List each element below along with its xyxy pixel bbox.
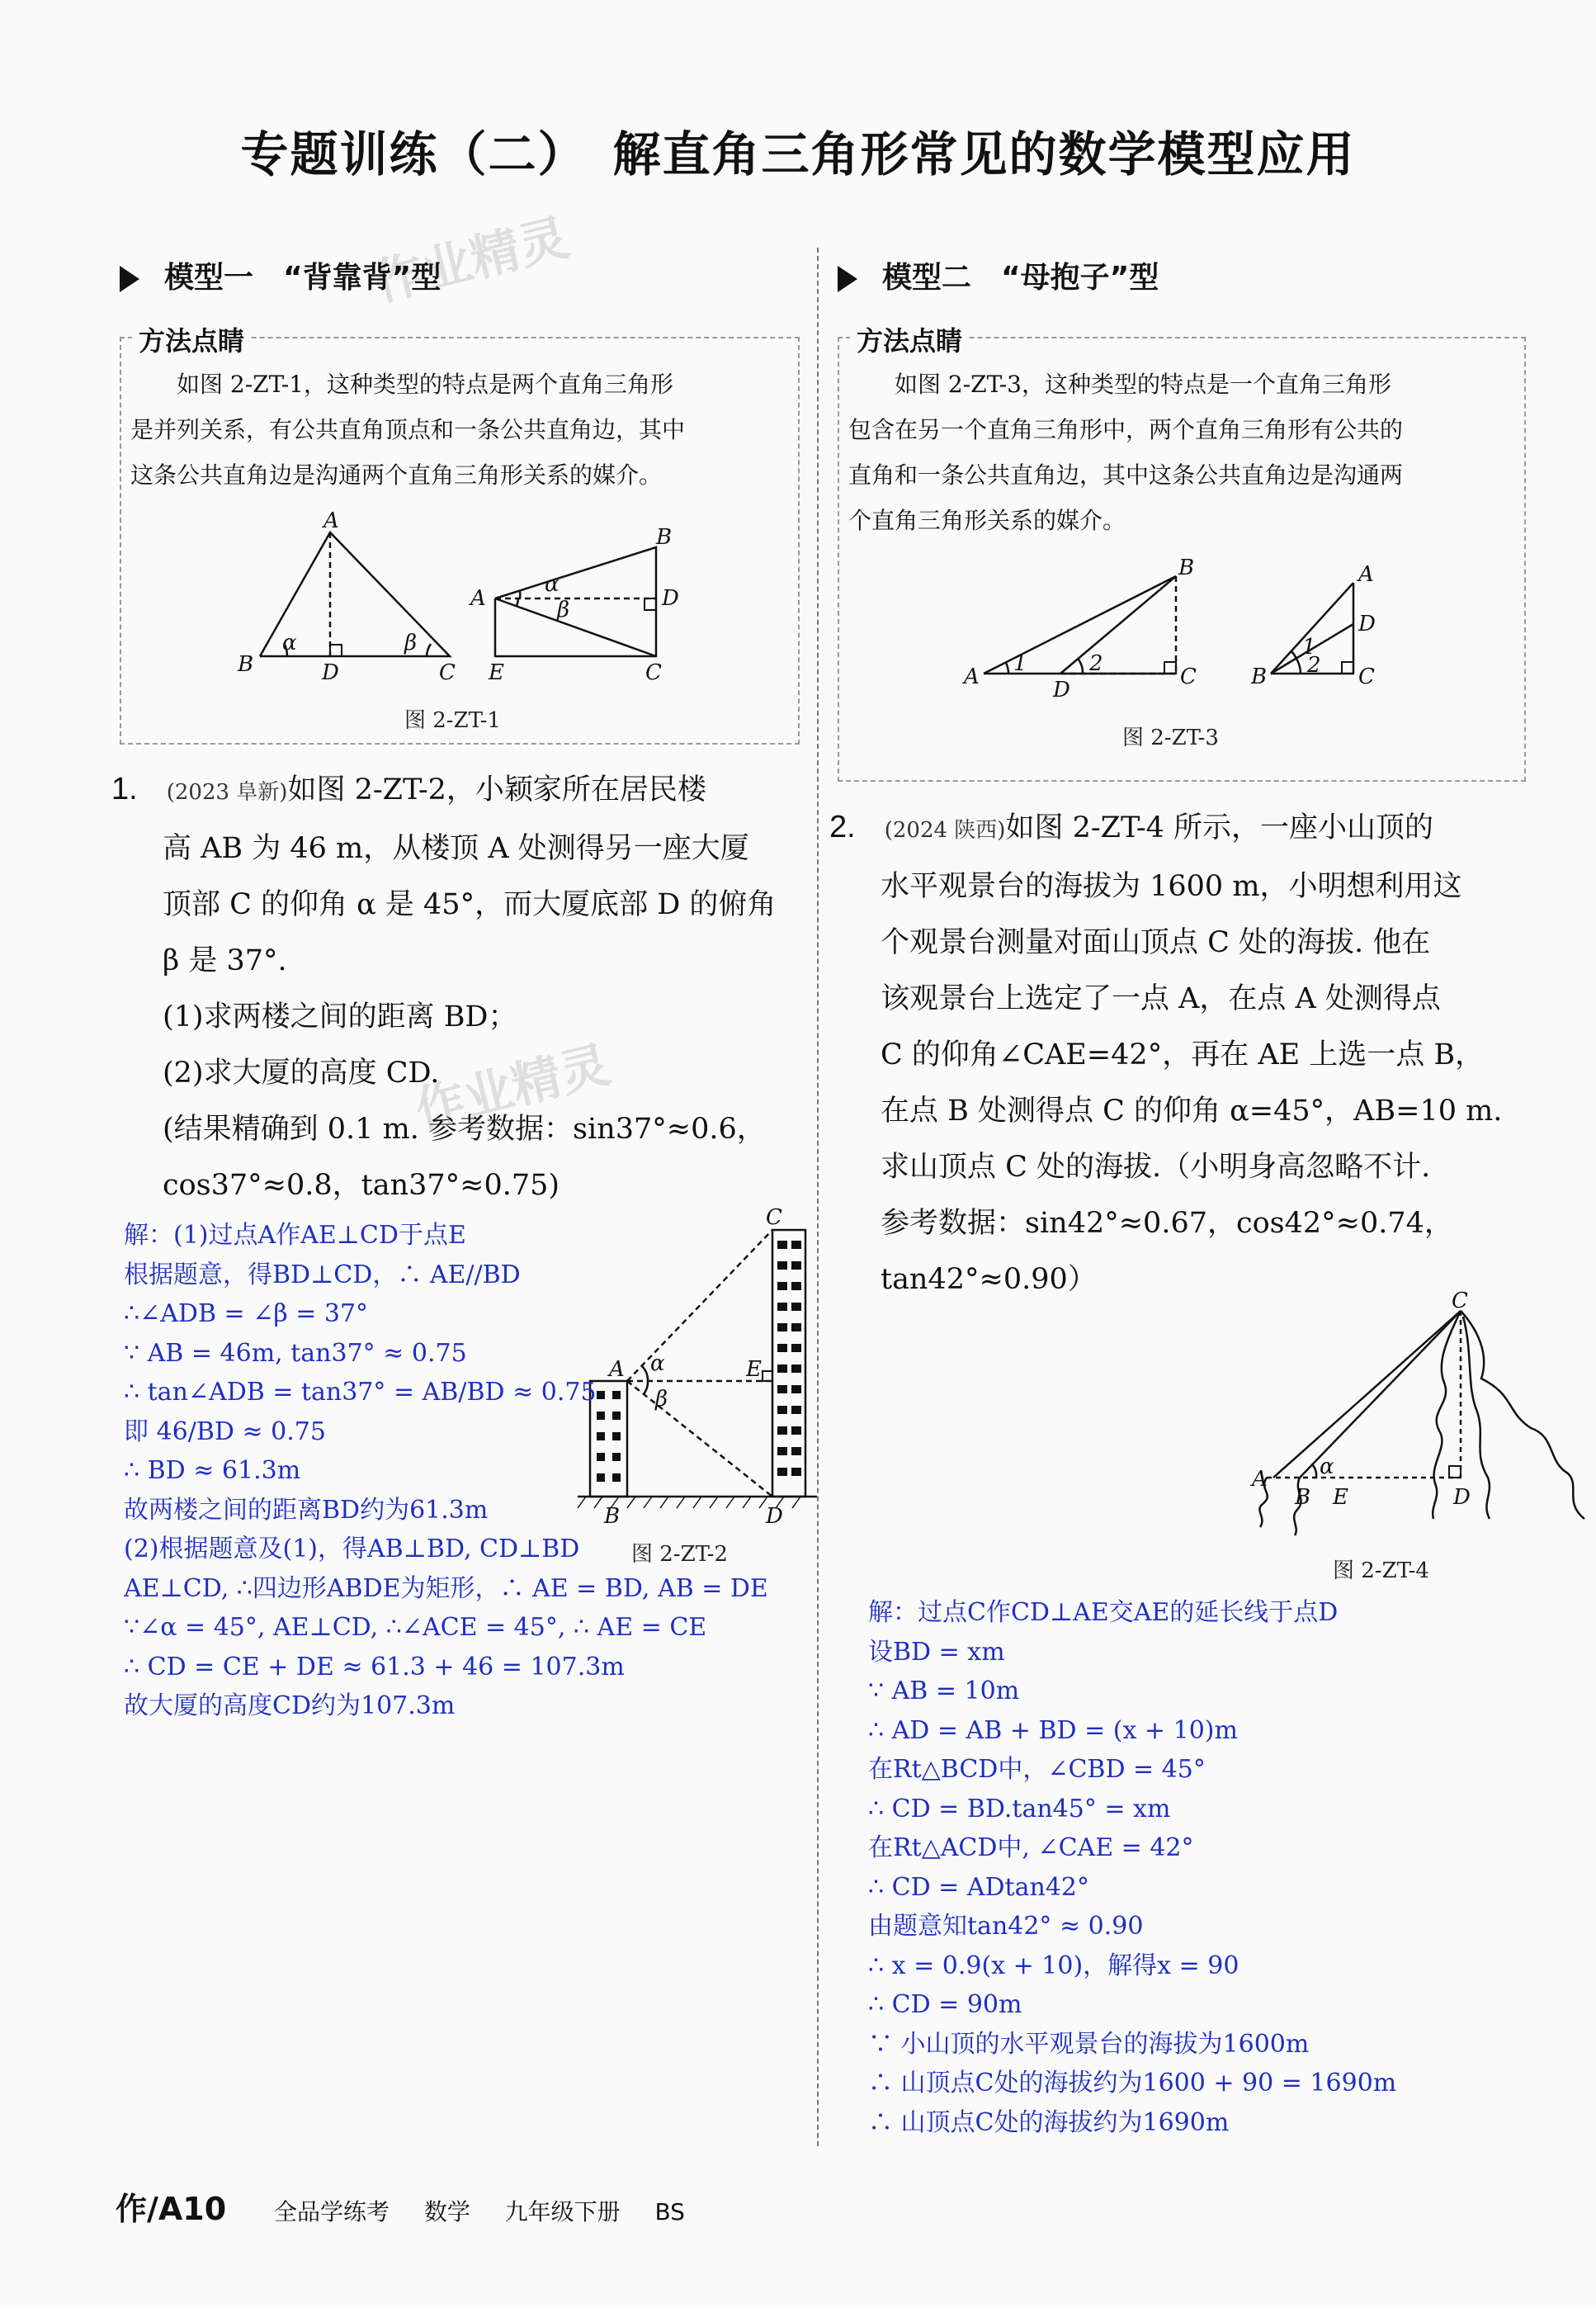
figure2-caption: 图 2-ZT-2 — [631, 1542, 728, 1567]
label-beta: β — [404, 631, 418, 655]
label-c2: C — [1358, 664, 1375, 689]
problem-line: cos37°≈0.8，tan37°≈0.75) — [163, 1169, 560, 1202]
figure-2zt3 — [957, 551, 1419, 708]
solution-line: ∴ tan∠ADB = tan37° = AB/BD ≈ 0.75 — [124, 1378, 597, 1407]
page-title: 专题训练（二） 解直角三角形常见的数学模型应用 — [240, 126, 1356, 182]
solution-line: ∴ CD = BD.tan45° = xm — [868, 1794, 1171, 1823]
label-c2: C — [645, 660, 662, 685]
solution-line: ∴∠ADB = ∠β = 37° — [124, 1299, 369, 1328]
method-text-left — [130, 362, 791, 498]
column-divider — [817, 248, 819, 2146]
problem-line: 水平观景台的海拔为 1600 m，小明想利用这 — [881, 870, 1462, 903]
solution-line: 即 46/BD ≈ 0.75 — [124, 1416, 326, 1446]
line-bc — [1300, 1311, 1461, 1478]
label-d2: D — [1358, 612, 1376, 636]
solution-line: 在Rt△ACD中, ∠CAE = 42° — [868, 1833, 1194, 1862]
solution-line: (2)根据题意及(1)，得AB⊥BD, CD⊥BD — [124, 1535, 580, 1563]
problem-line: 如图 2-ZT-2，小颖家所在居民楼 — [287, 773, 706, 806]
label-b2: B — [656, 525, 673, 550]
beta-arc — [517, 598, 518, 606]
angle-1-arc — [1291, 651, 1296, 659]
subject: 数学 — [423, 2198, 470, 2225]
label-c: C — [1452, 1289, 1468, 1313]
solution-line: ∵ 小山顶的水平观景台的海拔为1600m — [868, 2029, 1310, 2059]
label-1: 1 — [1013, 651, 1027, 676]
figure3-caption: 图 2-ZT-3 — [1122, 726, 1219, 750]
label-a: A — [964, 664, 980, 689]
model-two-heading: 模型二 “母抱子”型 — [838, 254, 1159, 296]
label-b: B — [238, 652, 254, 677]
label-a: A — [1252, 1467, 1268, 1492]
line-ac — [495, 598, 656, 656]
label-d: D — [322, 660, 339, 685]
label-beta2: β — [557, 598, 570, 622]
method-line: 如图 2-ZT-1，这种类型的特点是两个直角三角形 — [130, 371, 673, 398]
model-one-heading: 模型一 “背靠背”型 — [120, 254, 441, 296]
label-2: 2 — [1089, 651, 1103, 676]
solution-line: 解：过点C作CD⊥AE交AE的延长线于点D — [868, 1598, 1339, 1627]
solution-line: ∴ CD = ADtan42° — [868, 1872, 1089, 1902]
angle-2-arc — [1079, 660, 1083, 674]
problem-line: 参考数据：sin42°≈0.67，cos42°≈0.74， — [881, 1207, 1453, 1240]
problem-line: 如图 2-ZT-4 所示，一座小山顶的 — [1005, 811, 1434, 844]
line-ac — [1273, 1311, 1461, 1478]
solution-line: ∵ AB = 10m — [868, 1677, 1020, 1705]
label-c: C — [439, 660, 456, 685]
label-e2: E — [489, 660, 504, 685]
problem-line: 个观景台测量对面山顶点 C 处的海拔. 他在 — [881, 926, 1431, 959]
triangle-bullet-icon — [838, 266, 857, 292]
right-angle-mark — [1449, 1466, 1461, 1478]
problem-number: 2. — [829, 810, 856, 844]
problem-line: 求山顶点 C 处的海拔.（小明身高忽略不计. — [881, 1151, 1431, 1184]
solution-line: ∵∠α = 45°, AE⊥CD, ∴∠ACE = 45°, ∴ AE = CE — [124, 1613, 707, 1642]
tower-building — [772, 1230, 805, 1497]
problem-1 — [111, 761, 805, 1213]
label-a: A — [323, 508, 339, 533]
line-ab — [984, 576, 1176, 674]
method-line: 是并列关系，有公共直角顶点和一条公共直角边，其中 — [130, 416, 686, 443]
problem-line: (1)求两楼之间的距离 BD； — [163, 1000, 517, 1033]
solution-1 — [124, 1216, 768, 1726]
problem-line: (结果精确到 0.1 m. 参考数据：sin37°≈0.6， — [163, 1113, 766, 1146]
label-1b: 1 — [1302, 635, 1316, 660]
solution-line: AE⊥CD, ∴四边形ABDE为矩形，∴ AE = BD, AB = DE — [124, 1573, 768, 1603]
label-alpha: α — [650, 1351, 665, 1376]
label-alpha2: α — [545, 572, 560, 597]
problem-line: 在点 B 处测得点 C 的仰角 α=45°，AB=10 m. — [881, 1095, 1503, 1128]
label-b: B — [1178, 556, 1195, 580]
problem-line: 顶部 C 的仰角 α 是 45°，而大厦底部 D 的俯角 — [163, 888, 777, 921]
angle-2-arc — [1296, 659, 1301, 674]
figure-2zt1 — [223, 508, 685, 698]
label-e: E — [746, 1357, 762, 1382]
triangle-bd — [495, 547, 656, 656]
label-b: B — [604, 1504, 621, 1529]
label-d: D — [1053, 678, 1070, 702]
solution-line: 由题意知tan42° ≈ 0.90 — [868, 1912, 1144, 1941]
solution-line: 故大厦的高度CD约为107.3m — [124, 1691, 456, 1720]
solution-line: 根据题意，得BD⊥CD，∴ AE//BD — [124, 1260, 521, 1289]
problem-source: (2023 阜新) — [166, 780, 288, 805]
problem-number: 1. — [111, 772, 138, 806]
solution-line: ∴ BD ≈ 61.3m — [124, 1456, 301, 1485]
right-angle-mark — [645, 598, 656, 610]
watermark: 作业精灵 — [368, 208, 575, 313]
method-line: 直角和一条公共直角边，其中这条公共直角边是沟通两 — [848, 461, 1404, 489]
label-b2: B — [1251, 664, 1268, 689]
method-label: 方法点睛 — [850, 320, 969, 358]
label-b: B — [1295, 1485, 1311, 1510]
figure4-caption: 图 2-ZT-4 — [1333, 1558, 1429, 1583]
method-text-right — [848, 362, 1517, 543]
method-line: 如图 2-ZT-3，这种类型的特点是一个直角三角形 — [848, 371, 1391, 398]
label-a2: A — [1358, 562, 1374, 587]
edition: BS — [654, 2198, 685, 2225]
solution-line: ∴ CD = CE + DE ≈ 61.3 + 46 = 107.3m — [124, 1652, 625, 1681]
solution-line: ∴ 山顶点C处的海拔约为1690m — [868, 2107, 1230, 2137]
figure1-caption: 图 2-ZT-1 — [404, 708, 501, 733]
problem-source: (2024 陕西) — [884, 818, 1006, 843]
alpha-arc — [1313, 1465, 1316, 1478]
beta-arc — [427, 644, 431, 656]
problem-line: C 的仰角∠CAE=42°，再在 AE 上选一点 B， — [881, 1038, 1485, 1071]
angle-1-arc — [1006, 663, 1008, 674]
label-e: E — [1333, 1485, 1348, 1510]
right-angle-mark — [1164, 662, 1176, 674]
book-name: 全品学练考 — [273, 2198, 390, 2225]
label-2b: 2 — [1307, 653, 1321, 678]
label-beta: β — [655, 1387, 668, 1412]
figure-2zt4 — [1242, 1288, 1589, 1568]
solution-line: ∴ x = 0.9(x + 10)，解得x = 90 — [868, 1951, 1239, 1980]
method-line: 个直角三角形关系的媒介。 — [848, 507, 1126, 534]
label-c: C — [1180, 664, 1197, 689]
label-alpha: α — [1320, 1454, 1334, 1479]
label-a2: A — [470, 586, 486, 611]
triangle-bullet-icon — [120, 266, 139, 292]
solution-2 — [868, 1593, 1396, 2142]
grade: 九年级下册 — [504, 2198, 621, 2225]
label-d2: D — [662, 586, 679, 611]
solution-line: 在Rt△BCD中，∠CBD = 45° — [868, 1755, 1206, 1784]
method-label: 方法点睛 — [132, 320, 251, 358]
solution-line: ∴ 山顶点C处的海拔约为1600 + 90 = 1690m — [868, 2069, 1397, 2098]
label-alpha: α — [282, 631, 297, 655]
watermark: 作业精灵 — [409, 1035, 616, 1140]
solution-line: ∴ CD = 90m — [868, 1990, 1022, 2019]
label-a: A — [609, 1357, 625, 1382]
mountain-right-edge — [1461, 1311, 1584, 1519]
problem-line: (2)求大厦的高度 CD. — [163, 1057, 440, 1090]
method-line: 包含在另一个直角三角形中，两个直角三角形有公共的 — [848, 416, 1404, 443]
solution-line: 故两楼之间的距离BD约为61.3m — [124, 1495, 489, 1525]
problem-line: β 是 37°. — [163, 944, 287, 977]
right-angle-mark — [1342, 662, 1353, 674]
method-line: 这条公共直角边是沟通两个直角三角形关系的媒介。 — [130, 461, 663, 489]
solution-line: ∴ AD = AB + BD = (x + 10)m — [868, 1715, 1238, 1745]
problem-2 — [829, 799, 1531, 1308]
problem-line: 该观景台上选定了一点 A，在点 A 处测得点 — [881, 982, 1441, 1015]
solution-line: 设BD = xm — [868, 1637, 1005, 1667]
page-footer — [116, 2183, 685, 2229]
right-angle-mark — [330, 645, 342, 656]
problem-line: tan42°≈0.90） — [881, 1263, 1097, 1296]
problem-line: 高 AB 为 46 m，从楼顶 A 处测得另一座大厦 — [163, 832, 749, 865]
label-c: C — [766, 1205, 782, 1230]
page-number: 作/A10 — [116, 2191, 227, 2227]
label-d: D — [1453, 1485, 1471, 1510]
label-d: D — [766, 1504, 783, 1529]
solution-line: 解：(1)过点A作AE⊥CD于点E — [124, 1221, 466, 1250]
solution-line: ∵ AB = 46m, tan37° ≈ 0.75 — [124, 1338, 467, 1368]
